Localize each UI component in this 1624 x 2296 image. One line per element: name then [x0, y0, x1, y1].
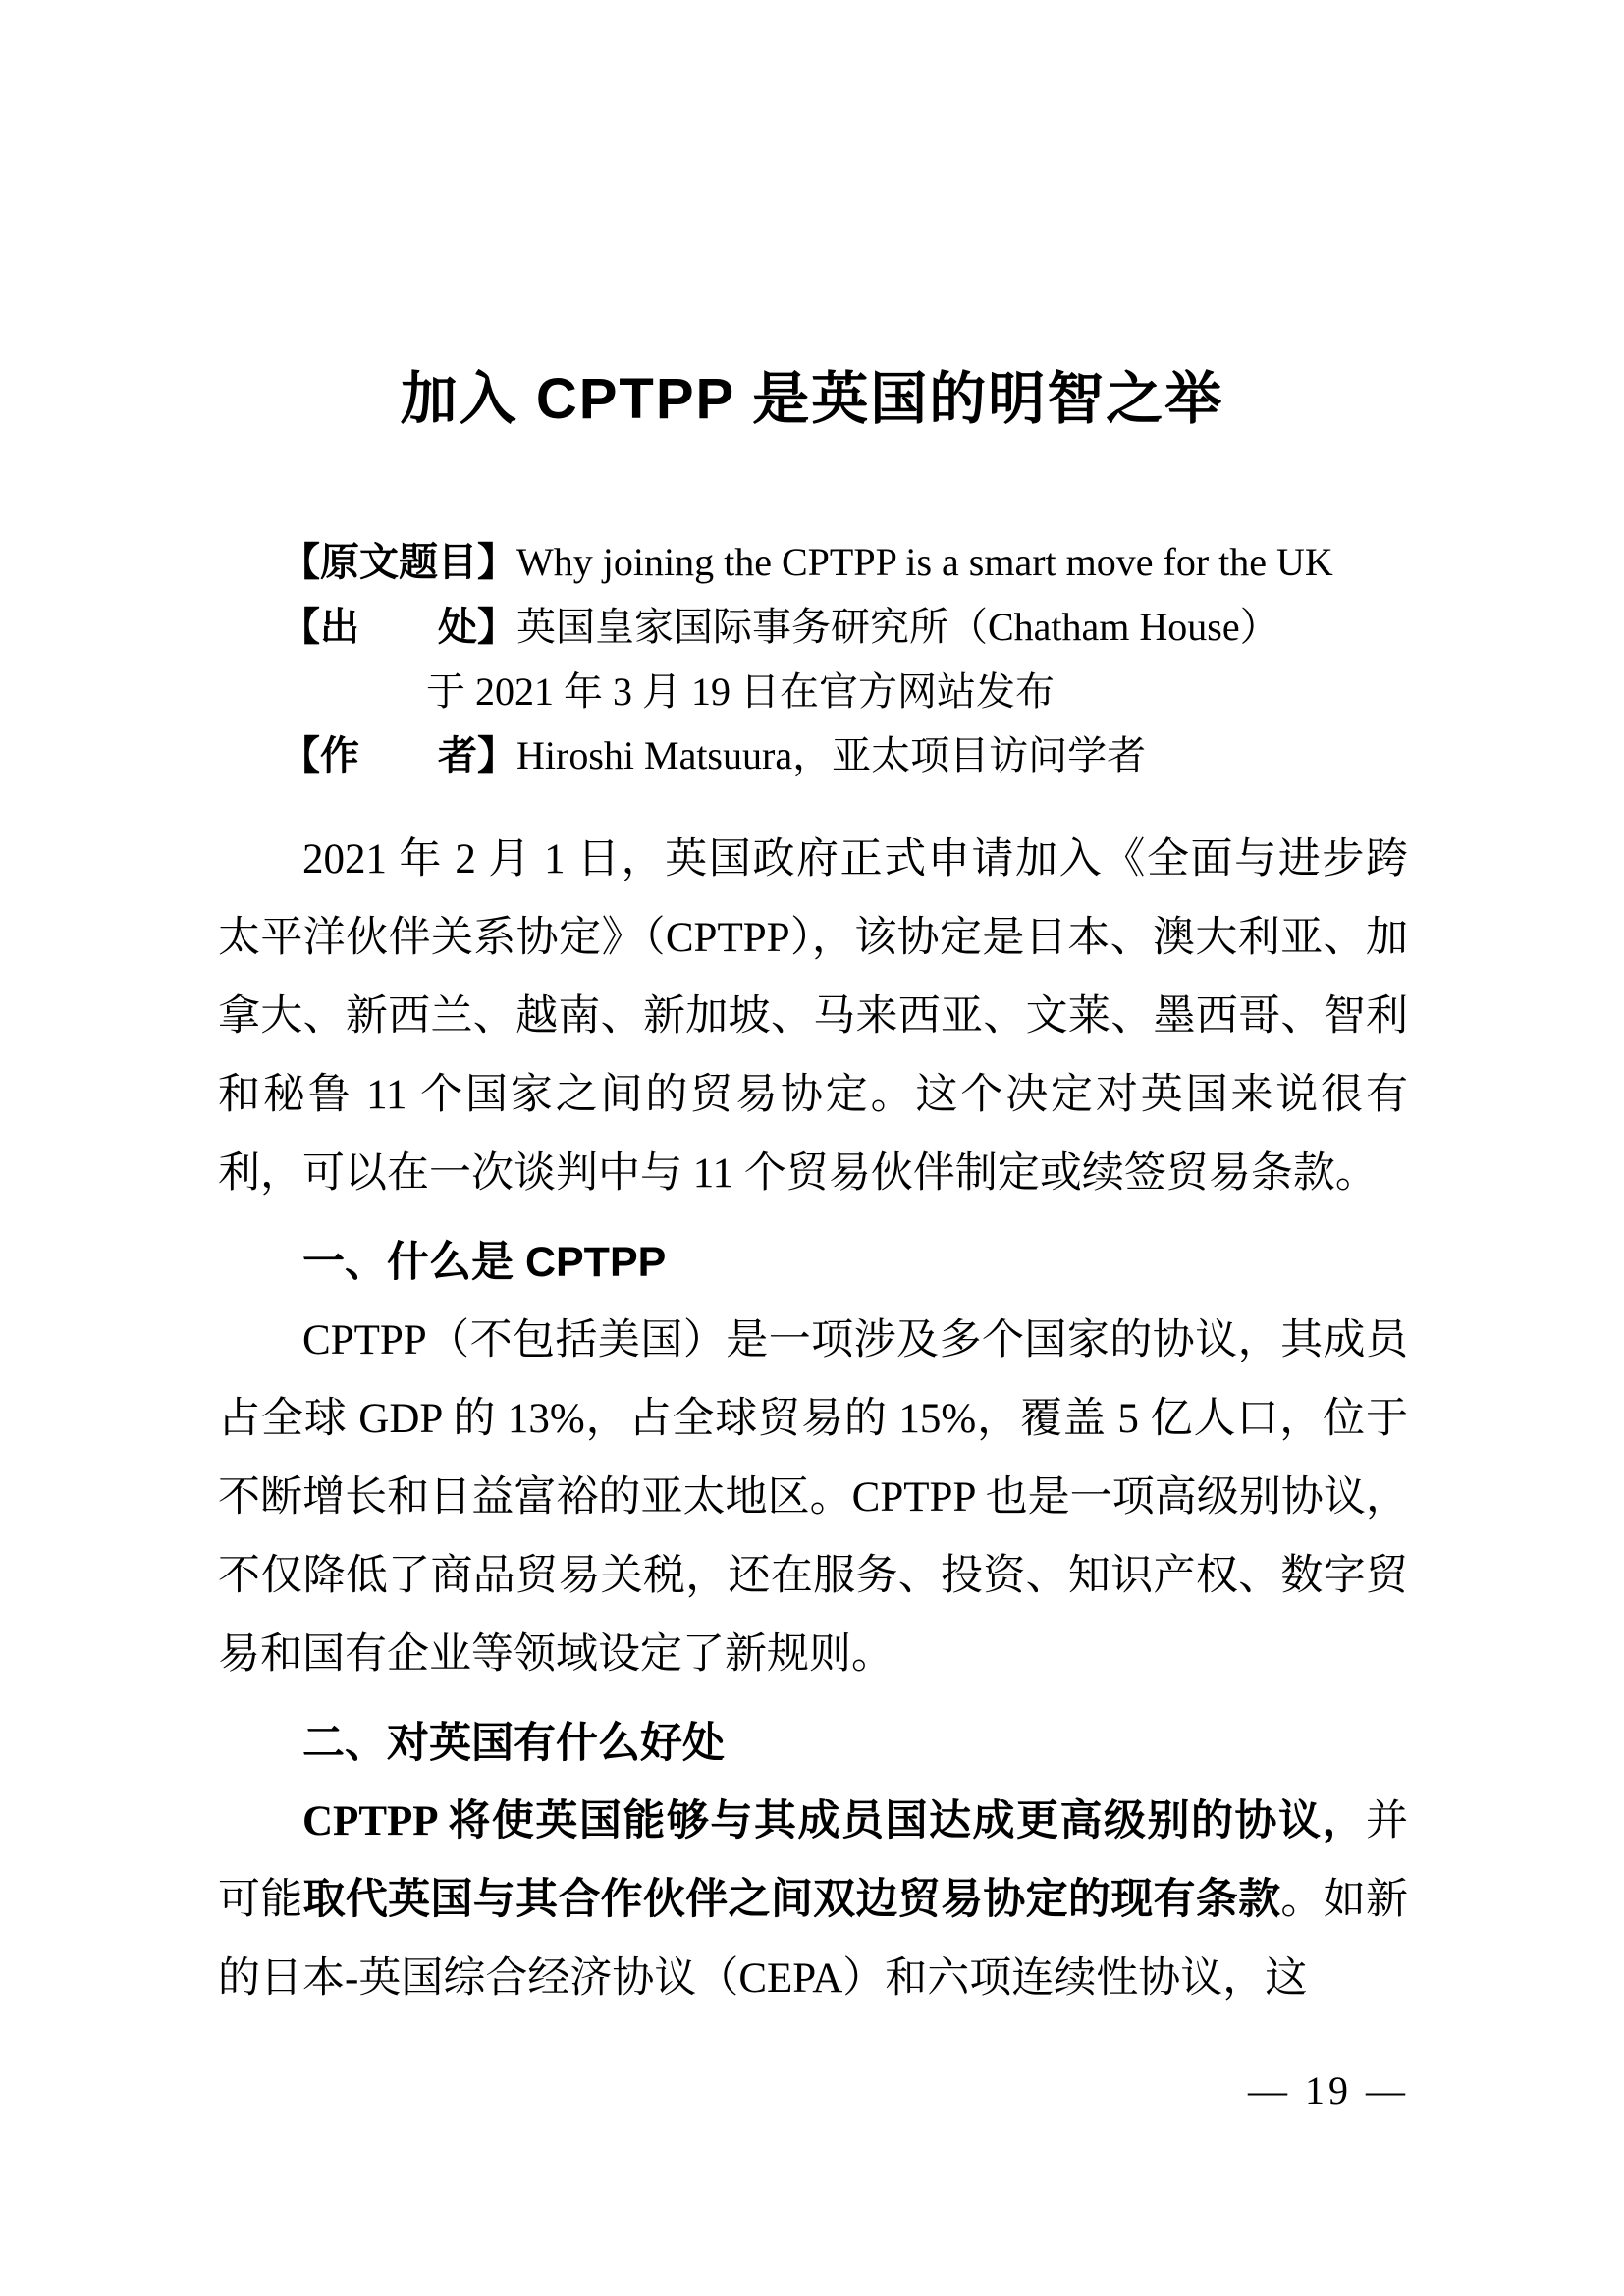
document-title: 加入 CPTPP 是英国的明智之举 [400, 367, 1224, 431]
section-heading-uk-benefits: 二、对英国有什么好处 [302, 1720, 725, 1767]
meta-row-original-title [281, 530, 1420, 595]
page-number: — 19 — [1248, 2068, 1409, 2112]
meta-label-original-title: 【原文题目】 [281, 541, 516, 584]
document-body [218, 821, 1408, 2018]
meta-value-source: 英国皇家国际事务研究所（Chatham House） [516, 605, 1279, 649]
meta-value-original-title: Why joining the CPTPP is a smart move for the UK [516, 540, 1333, 584]
meta-value-author: Hiroshi Matsuura，亚太项目访问学者 [516, 733, 1147, 777]
meta-block [281, 530, 1420, 788]
benefits-segment-bold-2: 取代英国与其合作伙伴之间双边贸易协定的现有条款 [302, 1877, 1281, 1923]
paragraph-uk-benefits [218, 1783, 1408, 2018]
meta-row-source-continuation [281, 660, 1420, 723]
meta-label-source: 【出 处】 [281, 606, 516, 649]
benefits-segment-bold-1: CPTPP 将使英国能够与其成员国达成更高级别的协议， [302, 1798, 1366, 1844]
benefits-segment-regular-1: 并可能 [218, 1798, 1408, 1923]
meta-value-source-date: 于 2021 年 3 月 19 日在官方网站发布 [426, 669, 1055, 714]
benefits-segment-regular-2: 。如新的日本-英国综合经济协议（CEPA）和六项连续性协议，这 [218, 1877, 1409, 2002]
paragraph-intro: 2021 年 2 月 1 日，英国政府正式申请加入《全面与进步跨太平洋伙伴关系协定》（CPTPP），该协定是日本、澳大利亚、加拿大、新西兰、越南、新加坡、马来西亚、文莱、墨西哥、智利和秘鲁 11 个国家之间的贸易协定。这个决定对英国来说很有利，可以在一次谈判中与 11 个贸易伙伴制定或续签贸易条款。 [218, 836, 1408, 1197]
section-heading-what-is-cptpp: 一、什么是 CPTPP [302, 1239, 667, 1286]
paragraph-what-is-cptpp: CPTPP（不包括美国）是一项涉及多个国家的协议，其成员占全球 GDP 的 13%，占全球贸易的 15%，覆盖 5 亿人口，位于不断增长和日益富裕的亚太地区。CPTPP 也是一项高级别协议，不仅降低了商品贸易关税，还在服务、投资、知识产权、数字贸易和国有企业等领域设定了新规则。 [218, 1317, 1408, 1678]
meta-row-source [281, 595, 1420, 660]
meta-row-author [281, 723, 1420, 788]
meta-label-author: 【作 者】 [281, 734, 516, 777]
